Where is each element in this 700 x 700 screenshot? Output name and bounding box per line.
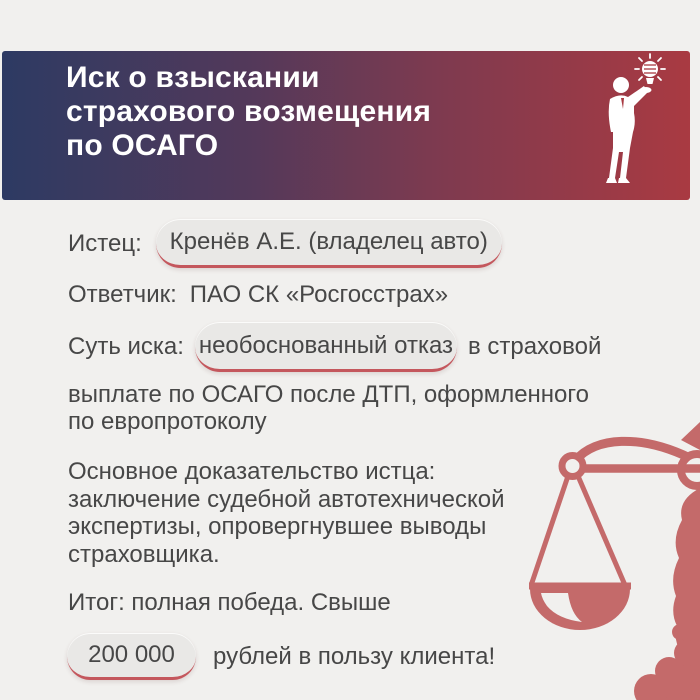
claim-row [68, 322, 601, 372]
defendant-row [68, 281, 448, 309]
claim-line-3: по европротоколу [68, 408, 267, 435]
evidence-line-2: заключение судебной автотехнической [68, 485, 505, 513]
claim-label: Суть иска: [68, 333, 184, 360]
scales-of-justice-icon [500, 400, 700, 700]
claim-line-2: выплате по ОСАГО после ДТП, оформленного [68, 381, 589, 408]
defendant-label: Ответчик: [68, 281, 177, 308]
evidence-line-3: экспертизы, опровергнувшее выводы [68, 513, 487, 541]
evidence-paragraph [68, 458, 505, 568]
plaintiff-pill [156, 219, 502, 268]
amount-value: 200 000 [88, 641, 175, 668]
amount-row [67, 633, 495, 680]
claim-highlight: необоснованный отказ [198, 331, 454, 359]
evidence-line-1: Основное доказательство истца: [68, 458, 436, 485]
page-title-line-2: страхового возмещения [66, 95, 432, 128]
evidence-line-4: страховщика. [68, 540, 220, 568]
claim-suffix: в страховой [467, 333, 602, 360]
plaintiff-value: Кренёв А.Е. (владелец авто) [169, 228, 488, 255]
header-banner [2, 51, 690, 200]
claim-pill [195, 322, 457, 372]
result-line: Итог: полная победа. Свыше [68, 589, 391, 616]
plaintiff-row [68, 219, 502, 268]
plaintiff-label: Истец: [68, 229, 142, 257]
page-title [66, 61, 431, 163]
page-title-line-3: по ОСАГО [66, 129, 219, 162]
page-title-line-1: Иск о взыскании [66, 61, 320, 94]
businessman-with-lightbulb-icon [590, 51, 680, 191]
amount-suffix: рублей в пользу клиента! [213, 642, 496, 670]
defendant-value: ПАО СК «Росгосстрах» [189, 281, 449, 308]
amount-pill [67, 633, 196, 680]
